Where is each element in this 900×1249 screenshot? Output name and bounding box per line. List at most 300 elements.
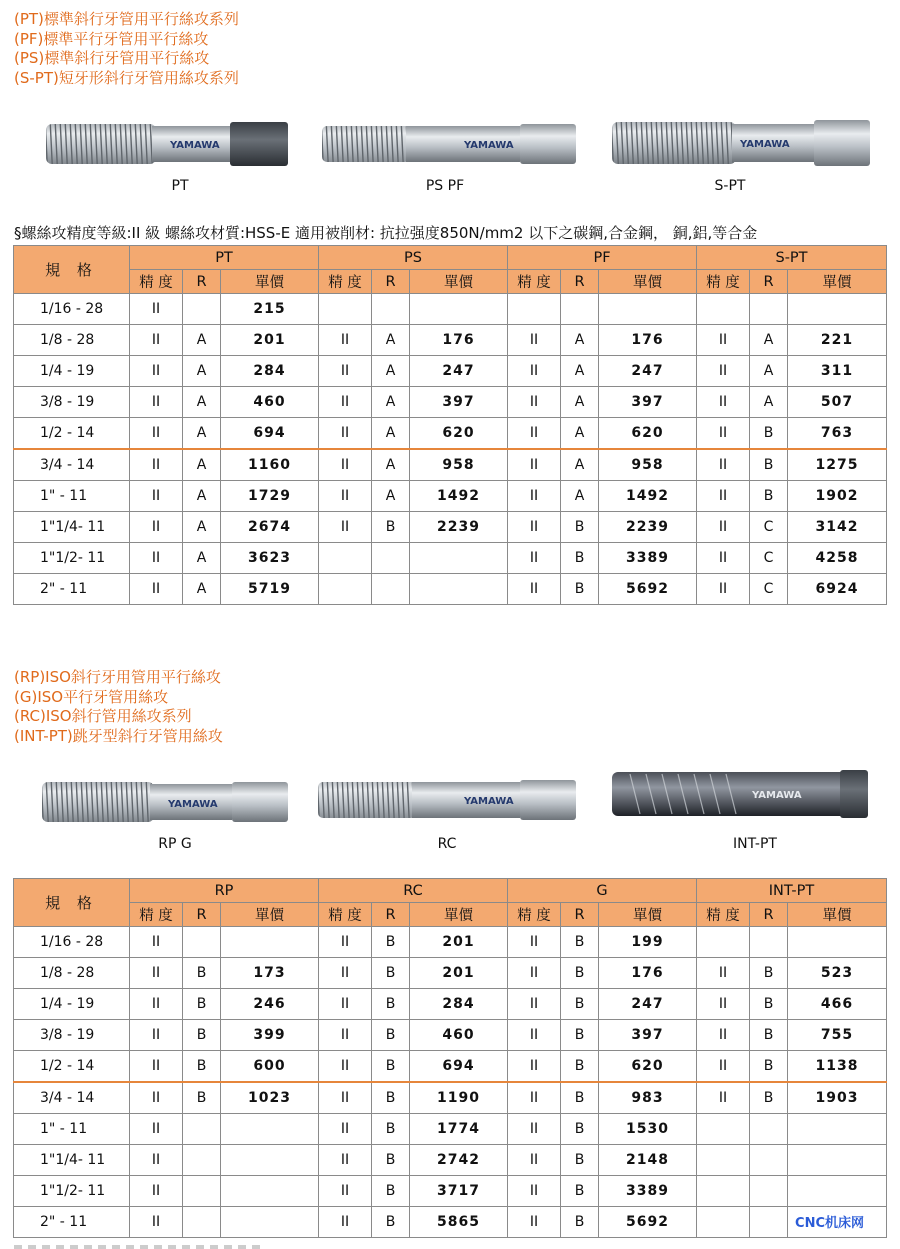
r-cell: B: [372, 1145, 410, 1176]
precision-cell: II: [130, 1114, 183, 1145]
r-header: R: [372, 903, 410, 927]
r-cell: [561, 294, 599, 325]
precision-header: 精 度: [130, 270, 183, 294]
price-cell: 1023: [221, 1082, 319, 1114]
precision-cell: II: [130, 574, 183, 605]
r-cell: B: [372, 989, 410, 1020]
price-header: 單價: [788, 903, 887, 927]
price-header: 單價: [788, 270, 887, 294]
precision-cell: II: [130, 1051, 183, 1083]
table-row: [14, 512, 887, 543]
heading-pf: (PF)標準平行牙管用平行絲攻: [14, 29, 209, 48]
price-cell: 958: [599, 449, 697, 481]
precision-cell: II: [319, 1176, 372, 1207]
precision-cell: II: [130, 1145, 183, 1176]
price-cell: 3717: [410, 1176, 508, 1207]
price-header: 單價: [410, 270, 508, 294]
r-cell: C: [750, 543, 788, 574]
r-cell: [372, 543, 410, 574]
price-cell: 523: [788, 958, 887, 989]
tap-brand: YAMAWA: [464, 140, 514, 151]
size-cell: 1"1/4- 11: [14, 1145, 130, 1176]
precision-cell: II: [130, 1020, 183, 1051]
price-cell: 201: [221, 325, 319, 356]
price-cell: 3142: [788, 512, 887, 543]
r-header: R: [750, 903, 788, 927]
r-cell: B: [561, 989, 599, 1020]
price-cell: 221: [788, 325, 887, 356]
r-cell: A: [183, 449, 221, 481]
heading-ps: (PS)標準斜行牙管用平行絲攻: [14, 49, 210, 67]
price-cell: 284: [221, 356, 319, 387]
precision-cell: II: [319, 325, 372, 356]
price-cell: 1190: [410, 1082, 508, 1114]
price-cell: 201: [410, 927, 508, 958]
precision-cell: II: [508, 325, 561, 356]
precision-cell: II: [697, 989, 750, 1020]
precision-cell: II: [130, 958, 183, 989]
caption-spt: S-PT: [714, 178, 746, 194]
precision-cell: II: [130, 481, 183, 512]
precision-header: 精 度: [319, 903, 372, 927]
precision-cell: [697, 1176, 750, 1207]
heading-int-pt: (INT-PT)跳牙型斜行牙管用絲攻: [14, 726, 223, 745]
price-cell: [221, 1207, 319, 1238]
r-cell: B: [750, 449, 788, 481]
price-cell: 397: [599, 387, 697, 418]
spec-line: §螺絲攻精度等級:II 級 螺絲攻材質:HSS-E 適用被削材: 抗拉强度850N/mm2 以下之碳鋼,合金鋼， 銅,鋁,等合金: [14, 224, 758, 242]
precision-cell: [697, 1145, 750, 1176]
table-row: [14, 574, 887, 605]
r-cell: B: [561, 958, 599, 989]
r-cell: B: [561, 543, 599, 574]
r-cell: B: [561, 512, 599, 543]
table-row: [14, 989, 887, 1020]
r-cell: [750, 1207, 788, 1238]
r-cell: B: [372, 1020, 410, 1051]
precision-cell: II: [697, 1082, 750, 1114]
r-cell: B: [750, 1051, 788, 1083]
precision-cell: II: [508, 927, 561, 958]
size-cell: 1"1/4- 11: [14, 512, 130, 543]
precision-cell: II: [508, 1020, 561, 1051]
precision-cell: II: [697, 325, 750, 356]
precision-cell: II: [508, 387, 561, 418]
price-cell: [788, 1176, 887, 1207]
price-cell: [221, 927, 319, 958]
table-row: [14, 356, 887, 387]
r-cell: B: [372, 1082, 410, 1114]
r-cell: A: [372, 325, 410, 356]
precision-cell: II: [697, 1051, 750, 1083]
size-cell: 1/8 - 28: [14, 958, 130, 989]
table-row: [14, 1020, 887, 1051]
r-cell: A: [372, 481, 410, 512]
precision-header: 精 度: [508, 270, 561, 294]
price-cell: [788, 927, 887, 958]
group-header: S-PT: [697, 246, 887, 270]
size-cell: 3/4 - 14: [14, 449, 130, 481]
group-header: INT-PT: [697, 879, 887, 903]
precision-header: 精 度: [319, 270, 372, 294]
price-cell: [788, 1145, 887, 1176]
precision-cell: II: [508, 449, 561, 481]
price-cell: 460: [221, 387, 319, 418]
price-cell: 620: [410, 418, 508, 450]
r-cell: C: [750, 512, 788, 543]
price-cell: 2148: [599, 1145, 697, 1176]
precision-header: 精 度: [697, 270, 750, 294]
price-header: 單價: [599, 270, 697, 294]
price-cell: 2239: [410, 512, 508, 543]
r-cell: [183, 1207, 221, 1238]
precision-cell: II: [697, 356, 750, 387]
price-header: 單價: [410, 903, 508, 927]
precision-cell: II: [697, 1020, 750, 1051]
price-cell: 247: [599, 356, 697, 387]
table-row: [14, 294, 887, 325]
r-cell: B: [372, 1051, 410, 1083]
price-cell: 1492: [410, 481, 508, 512]
group-header: G: [508, 879, 697, 903]
precision-cell: II: [319, 512, 372, 543]
size-cell: 1/4 - 19: [14, 989, 130, 1020]
r-cell: [183, 927, 221, 958]
precision-header: 精 度: [130, 903, 183, 927]
price-cell: 620: [599, 418, 697, 450]
r-header: R: [561, 270, 599, 294]
section1-headings: [14, 10, 239, 88]
price-cell: 958: [410, 449, 508, 481]
price-cell: 1902: [788, 481, 887, 512]
precision-cell: [319, 294, 372, 325]
r-cell: [183, 1114, 221, 1145]
price-cell: 284: [410, 989, 508, 1020]
table-row: [14, 1207, 887, 1238]
precision-cell: II: [697, 574, 750, 605]
r-cell: B: [372, 1114, 410, 1145]
r-cell: B: [561, 574, 599, 605]
r-cell: A: [750, 356, 788, 387]
r-header: R: [561, 903, 599, 927]
r-cell: B: [183, 1020, 221, 1051]
r-header: R: [183, 903, 221, 927]
tap-brand: YAMAWA: [168, 799, 218, 810]
price-cell: 5692: [599, 574, 697, 605]
precision-cell: II: [130, 512, 183, 543]
r-cell: A: [372, 387, 410, 418]
r-cell: B: [750, 989, 788, 1020]
table-row: [14, 927, 887, 958]
price-cell: 1903: [788, 1082, 887, 1114]
price-cell: 460: [410, 1020, 508, 1051]
price-cell: 2742: [410, 1145, 508, 1176]
heading-rp: (RP)ISO斜行牙用管用平行絲攻: [14, 668, 221, 686]
r-cell: B: [561, 1020, 599, 1051]
price-cell: 176: [410, 325, 508, 356]
precision-cell: II: [508, 543, 561, 574]
precision-cell: II: [319, 1051, 372, 1083]
precision-cell: II: [319, 481, 372, 512]
precision-cell: II: [319, 989, 372, 1020]
heading-pt: (PT)標準斜行牙管用平行絲攻系列: [14, 10, 239, 28]
precision-cell: II: [319, 927, 372, 958]
r-cell: A: [561, 481, 599, 512]
tap-brand: YAMAWA: [170, 140, 220, 151]
table-row: [14, 449, 887, 481]
price-cell: [788, 294, 887, 325]
price-cell: 1160: [221, 449, 319, 481]
precision-cell: II: [130, 927, 183, 958]
r-cell: B: [750, 481, 788, 512]
group-header: PS: [319, 246, 508, 270]
r-cell: B: [372, 1207, 410, 1238]
r-cell: A: [183, 387, 221, 418]
precision-cell: [319, 543, 372, 574]
price-cell: 247: [599, 989, 697, 1020]
precision-cell: II: [697, 387, 750, 418]
price-cell: 247: [410, 356, 508, 387]
r-cell: C: [750, 574, 788, 605]
precision-cell: II: [508, 1082, 561, 1114]
r-cell: B: [561, 927, 599, 958]
price-cell: [221, 1145, 319, 1176]
r-cell: B: [561, 1207, 599, 1238]
r-cell: B: [372, 1176, 410, 1207]
footer-cropped-text: [14, 1245, 264, 1249]
r-cell: [750, 1176, 788, 1207]
r-cell: B: [183, 1051, 221, 1083]
price-cell: 5865: [410, 1207, 508, 1238]
table-row: [14, 543, 887, 574]
group-header: RP: [130, 879, 319, 903]
precision-cell: II: [697, 543, 750, 574]
precision-cell: II: [319, 1082, 372, 1114]
price-cell: 3389: [599, 543, 697, 574]
price-cell: 1138: [788, 1051, 887, 1083]
table-row: [14, 325, 887, 356]
precision-cell: II: [508, 1145, 561, 1176]
r-cell: B: [750, 1082, 788, 1114]
spec-header: 規 格: [14, 879, 130, 927]
r-cell: B: [183, 958, 221, 989]
price-cell: 199: [599, 927, 697, 958]
tap-brand: YAMAWA: [464, 796, 514, 807]
precision-cell: II: [508, 512, 561, 543]
size-cell: 3/4 - 14: [14, 1082, 130, 1114]
r-cell: A: [372, 418, 410, 450]
price-cell: 983: [599, 1082, 697, 1114]
price-cell: [221, 1176, 319, 1207]
r-cell: [183, 1145, 221, 1176]
price-cell: 763: [788, 418, 887, 450]
table-row: [14, 481, 887, 512]
watermark-logo: CNC机床网: [795, 1216, 864, 1231]
r-cell: B: [183, 989, 221, 1020]
precision-cell: II: [130, 989, 183, 1020]
r-header: R: [750, 270, 788, 294]
price-cell: 2239: [599, 512, 697, 543]
size-cell: 1/2 - 14: [14, 418, 130, 450]
r-cell: [372, 294, 410, 325]
size-cell: 1/4 - 19: [14, 356, 130, 387]
tap-image-ps-pf: [320, 118, 578, 170]
price-cell: 1774: [410, 1114, 508, 1145]
r-cell: A: [183, 418, 221, 450]
table-row: [14, 387, 887, 418]
price-cell: 201: [410, 958, 508, 989]
price-cell: 215: [221, 294, 319, 325]
r-cell: A: [183, 356, 221, 387]
size-cell: 1/2 - 14: [14, 1051, 130, 1083]
price-header: 單價: [221, 270, 319, 294]
precision-cell: II: [130, 418, 183, 450]
precision-cell: II: [130, 543, 183, 574]
price-cell: 2674: [221, 512, 319, 543]
tap-image-rc: [316, 774, 578, 826]
price-cell: 694: [410, 1051, 508, 1083]
precision-cell: II: [508, 1176, 561, 1207]
r-cell: B: [372, 927, 410, 958]
r-cell: B: [561, 1176, 599, 1207]
precision-cell: II: [508, 1114, 561, 1145]
caption-int-pt: INT-PT: [733, 836, 777, 852]
table-row: [14, 1051, 887, 1083]
price-cell: [599, 294, 697, 325]
precision-cell: [697, 294, 750, 325]
price-cell: 600: [221, 1051, 319, 1083]
price-cell: 1275: [788, 449, 887, 481]
r-cell: A: [183, 325, 221, 356]
caption-rp-g: RP G: [158, 836, 192, 852]
price-cell: 5692: [599, 1207, 697, 1238]
r-cell: [750, 294, 788, 325]
tap-image-spt: [610, 116, 872, 170]
precision-cell: II: [130, 1082, 183, 1114]
price-cell: 4258: [788, 543, 887, 574]
r-cell: B: [750, 958, 788, 989]
precision-cell: II: [130, 1176, 183, 1207]
price-header: 單價: [599, 903, 697, 927]
r-cell: [750, 1145, 788, 1176]
heading-spt: (S-PT)短牙形斜行牙管用絲攻系列: [14, 68, 239, 87]
group-header: PT: [130, 246, 319, 270]
size-cell: 3/8 - 19: [14, 387, 130, 418]
price-cell: 694: [221, 418, 319, 450]
price-cell: [410, 294, 508, 325]
table-row: [14, 1114, 887, 1145]
precision-cell: II: [319, 958, 372, 989]
r-header: R: [372, 270, 410, 294]
r-cell: B: [183, 1082, 221, 1114]
size-cell: 1/16 - 28: [14, 927, 130, 958]
size-cell: 1"1/2- 11: [14, 1176, 130, 1207]
tap-brand: YAMAWA: [740, 139, 790, 150]
price-cell: 173: [221, 958, 319, 989]
r-cell: B: [750, 1020, 788, 1051]
price-cell: 6924: [788, 574, 887, 605]
r-cell: A: [183, 512, 221, 543]
precision-cell: II: [130, 325, 183, 356]
price-cell: 3623: [221, 543, 319, 574]
precision-cell: [319, 574, 372, 605]
table-row: [14, 1082, 887, 1114]
price-cell: 1492: [599, 481, 697, 512]
precision-cell: II: [697, 481, 750, 512]
price-cell: [221, 1114, 319, 1145]
price-cell: 1729: [221, 481, 319, 512]
r-cell: A: [372, 449, 410, 481]
r-cell: [372, 574, 410, 605]
precision-cell: II: [508, 356, 561, 387]
precision-cell: [697, 1114, 750, 1145]
price-cell: 246: [221, 989, 319, 1020]
precision-cell: II: [319, 1020, 372, 1051]
price-cell: 507: [788, 387, 887, 418]
caption-ps-pf: PS PF: [425, 178, 465, 194]
precision-cell: II: [697, 958, 750, 989]
precision-cell: [508, 294, 561, 325]
price-cell: 311: [788, 356, 887, 387]
tap-image-rp-g: [40, 776, 290, 828]
size-cell: 3/8 - 19: [14, 1020, 130, 1051]
price-cell: 176: [599, 958, 697, 989]
size-cell: 1/16 - 28: [14, 294, 130, 325]
section2-headings: [14, 668, 223, 746]
precision-cell: II: [130, 1207, 183, 1238]
r-cell: [750, 1114, 788, 1145]
r-cell: A: [561, 325, 599, 356]
tap-image-int-pt: [610, 766, 870, 822]
price-cell: 3389: [599, 1176, 697, 1207]
precision-cell: [697, 927, 750, 958]
precision-cell: II: [130, 387, 183, 418]
caption-pt: PT: [171, 178, 189, 194]
precision-cell: II: [508, 989, 561, 1020]
precision-cell: II: [130, 449, 183, 481]
r-cell: A: [183, 574, 221, 605]
r-cell: B: [561, 1114, 599, 1145]
precision-cell: II: [508, 574, 561, 605]
precision-cell: II: [508, 1207, 561, 1238]
price-table-2: [13, 878, 887, 1238]
size-cell: 1" - 11: [14, 1114, 130, 1145]
r-cell: B: [561, 1051, 599, 1083]
precision-cell: II: [697, 418, 750, 450]
price-cell: 397: [410, 387, 508, 418]
precision-cell: II: [319, 1114, 372, 1145]
tap-image-pt: [44, 118, 292, 170]
price-cell: [410, 574, 508, 605]
spec-header: 規 格: [14, 246, 130, 294]
precision-cell: II: [508, 1051, 561, 1083]
r-cell: B: [750, 418, 788, 450]
r-cell: B: [372, 512, 410, 543]
price-cell: [788, 1114, 887, 1145]
precision-cell: II: [319, 387, 372, 418]
price-cell: [410, 543, 508, 574]
r-cell: A: [750, 325, 788, 356]
group-header: RC: [319, 879, 508, 903]
r-cell: A: [372, 356, 410, 387]
r-cell: B: [561, 1082, 599, 1114]
precision-cell: II: [319, 1207, 372, 1238]
r-cell: [183, 294, 221, 325]
size-cell: 1" - 11: [14, 481, 130, 512]
price-cell: 397: [599, 1020, 697, 1051]
price-cell: 755: [788, 1020, 887, 1051]
heading-g: (G)ISO平行牙管用絲攻: [14, 687, 169, 706]
